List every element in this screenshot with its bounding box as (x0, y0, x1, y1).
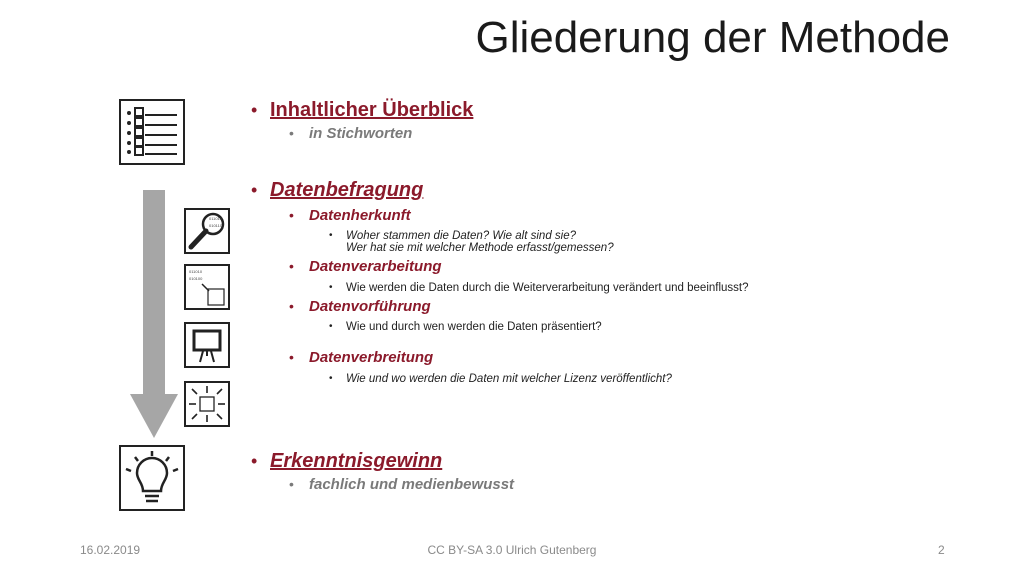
code-label: 011010 (209, 216, 223, 221)
checklist-icon (119, 99, 185, 165)
code-label: 010100 (189, 276, 203, 281)
bullet-marker: • (329, 230, 333, 241)
bullet-marker: • (289, 349, 294, 365)
down-arrow-icon (130, 190, 178, 440)
bullet-marker: • (289, 207, 294, 223)
footer-page-number: 2 (938, 543, 945, 557)
bullet-marker: • (289, 298, 294, 314)
subheading-presentation: Datenvorführung (309, 298, 431, 315)
broadcast-icon (184, 381, 230, 427)
slide-title: Gliederung der Methode (475, 13, 950, 62)
bullet-marker: • (329, 321, 333, 332)
detail-origin-1: Woher stammen die Daten? Wie alt sind sie? (346, 230, 576, 242)
bullet-marker: • (289, 125, 294, 141)
detail-distribution: Wie und wo werden die Daten mit welcher Lizenz veröffentlicht? (346, 373, 672, 385)
bullet-marker: • (251, 100, 258, 120)
overview-sub: in Stichworten (309, 125, 413, 142)
detail-origin-2: Wer hat sie mit welcher Methode erfasst/gemessen? (346, 242, 614, 254)
bullet-marker: • (251, 180, 258, 200)
bullet-marker: • (329, 373, 333, 384)
heading-overview: Inhaltlicher Überblick (270, 99, 474, 121)
bullet-marker: • (289, 258, 294, 274)
heading-insight: Erkenntnisgewinn (270, 450, 443, 472)
subheading-processing: Datenverarbeitung (309, 258, 442, 275)
code-label: 011010 (189, 269, 203, 274)
presentation-board-icon (184, 322, 230, 368)
footer-license: CC BY-SA 3.0 Ulrich Gutenberg (427, 543, 597, 557)
subheading-distribution: Datenverbreitung (309, 349, 434, 366)
code-label: 010110 (209, 223, 223, 228)
bullet-marker: • (251, 451, 258, 471)
processing-icon (184, 264, 230, 310)
insight-sub: fachlich und medienbewusst (309, 476, 515, 493)
detail-presentation: Wie und durch wen werden die Daten präsentiert? (346, 321, 602, 333)
subheading-origin: Datenherkunft (309, 207, 411, 224)
bullet-marker: • (329, 282, 333, 293)
magnifier-icon (184, 208, 230, 254)
bullet-marker: • (289, 476, 294, 492)
heading-survey: Datenbefragung (270, 179, 424, 201)
lightbulb-icon (119, 445, 185, 511)
detail-processing: Wie werden die Daten durch die Weiterverarbeitung verändert und beeinflusst? (346, 282, 749, 294)
footer-date: 16.02.2019 (80, 543, 141, 557)
